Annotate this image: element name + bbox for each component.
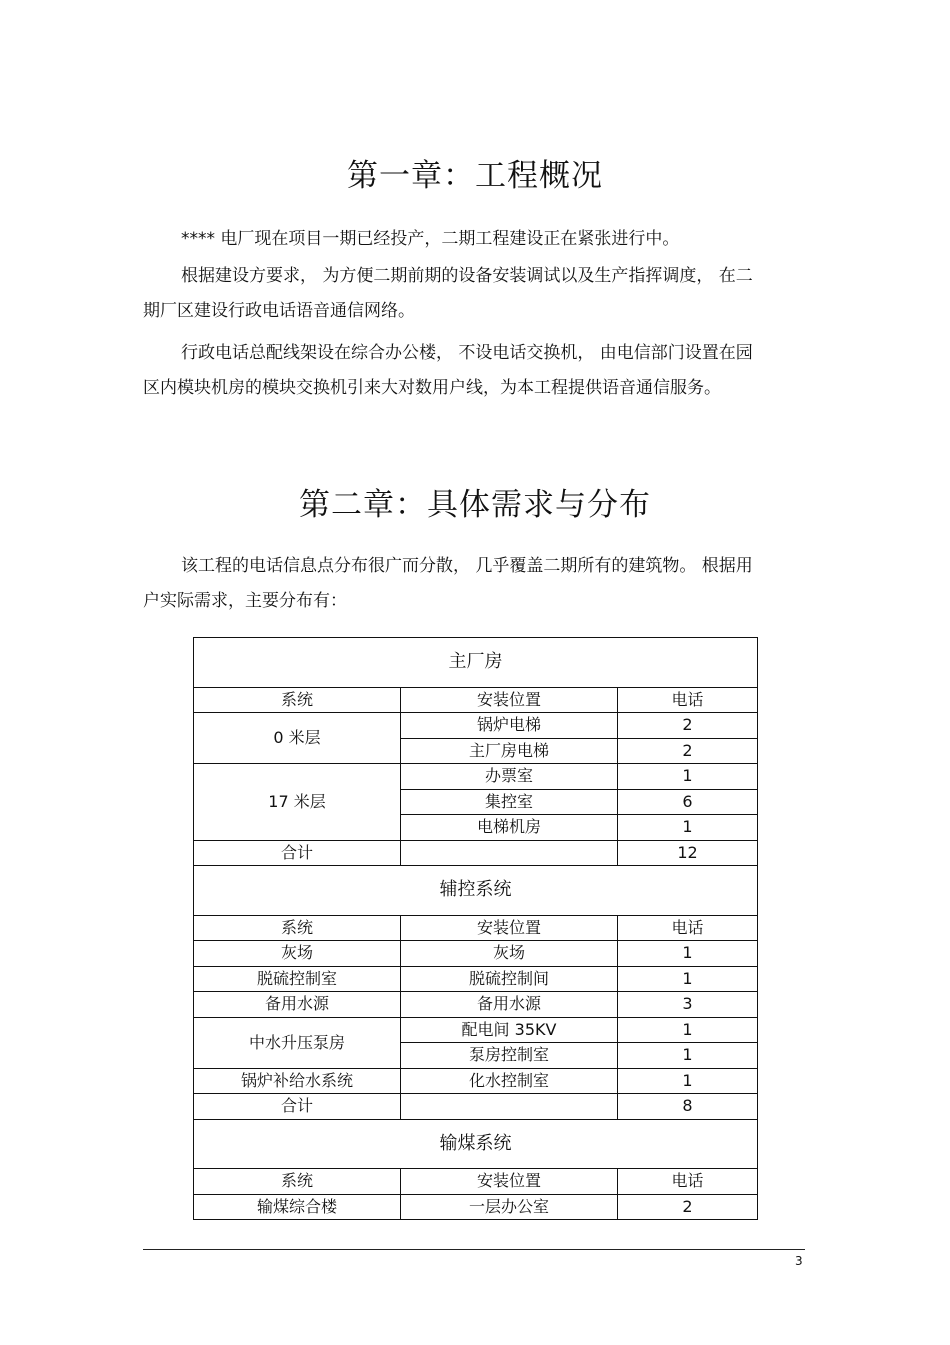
chapter1-paragraph-3 xyxy=(143,336,805,406)
table-row xyxy=(194,1017,758,1043)
table-row xyxy=(194,1068,758,1094)
header-location: 安装位置 xyxy=(401,1169,618,1195)
footer-divider xyxy=(143,1249,805,1250)
phone-cell: 1 xyxy=(618,1068,758,1094)
location-cell: 泵房控制室 xyxy=(401,1043,618,1069)
location-cell: 一层办公室 xyxy=(401,1194,618,1220)
chapter2-p1-line1: 该工程的电话信息点分布很广而分散， 几乎覆盖二期所有的建筑物。 根据用 xyxy=(181,556,753,576)
chapter1-p3-line2: 区内模块机房的模块交换机引来大对数用户线，为本工程提供语音通信服务。 xyxy=(143,378,721,398)
chapter2-paragraph-1 xyxy=(143,549,805,619)
chapter1-paragraph-2 xyxy=(143,259,805,329)
header-phone: 电话 xyxy=(618,687,758,713)
location-cell: 配电间 35KV xyxy=(401,1017,618,1043)
table-row xyxy=(194,1194,758,1220)
phone-cell: 1 xyxy=(618,1017,758,1043)
phone-cell: 1 xyxy=(618,966,758,992)
phone-cell: 6 xyxy=(618,789,758,815)
total-value: 8 xyxy=(618,1094,758,1120)
table-total-row xyxy=(194,840,758,866)
table-header-row xyxy=(194,1169,758,1195)
table-header-row xyxy=(194,915,758,941)
location-cell: 集控室 xyxy=(401,789,618,815)
header-system: 系统 xyxy=(194,915,401,941)
chapter1-title: 第一章：工程概况 xyxy=(347,158,603,194)
table-row xyxy=(194,992,758,1018)
system-cell: 17 米层 xyxy=(194,764,401,841)
location-cell: 办票室 xyxy=(401,764,618,790)
table-header-row xyxy=(194,687,758,713)
section-title-coal: 输煤系统 xyxy=(194,1119,758,1169)
system-cell: 脱硫控制室 xyxy=(194,966,401,992)
phone-cell: 2 xyxy=(618,738,758,764)
chapter1-p2-line2: 期厂区建设行政电话语音通信网络。 xyxy=(143,301,415,321)
chapter2-p1-line2: 户实际需求，主要分布有： xyxy=(143,591,347,611)
total-value: 12 xyxy=(618,840,758,866)
location-cell: 备用水源 xyxy=(401,992,618,1018)
location-cell: 主厂房电梯 xyxy=(401,738,618,764)
table-section-row xyxy=(194,1119,758,1169)
system-cell: 锅炉补给水系统 xyxy=(194,1068,401,1094)
table-section-row xyxy=(194,638,758,688)
header-phone: 电话 xyxy=(618,1169,758,1195)
table-section-row xyxy=(194,866,758,916)
location-cell: 脱硫控制间 xyxy=(401,966,618,992)
empty-cell xyxy=(401,1094,618,1120)
table-row xyxy=(194,966,758,992)
location-cell: 锅炉电梯 xyxy=(401,713,618,739)
empty-cell xyxy=(401,840,618,866)
total-label: 合计 xyxy=(194,1094,401,1120)
header-location: 安装位置 xyxy=(401,915,618,941)
header-system: 系统 xyxy=(194,687,401,713)
system-cell: 备用水源 xyxy=(194,992,401,1018)
phone-cell: 2 xyxy=(618,713,758,739)
table-row xyxy=(194,941,758,967)
chapter1-p1-text: **** 电厂现在项目一期已经投产，二期工程建设正在紧张进行中。 xyxy=(181,229,680,249)
phone-cell: 1 xyxy=(618,941,758,967)
location-cell: 化水控制室 xyxy=(401,1068,618,1094)
phone-cell: 3 xyxy=(618,992,758,1018)
phone-cell: 1 xyxy=(618,764,758,790)
section-title-main-plant: 主厂房 xyxy=(194,638,758,688)
phone-cell: 1 xyxy=(618,815,758,841)
system-cell: 中水升压泵房 xyxy=(194,1017,401,1068)
total-label: 合计 xyxy=(194,840,401,866)
system-cell: 0 米层 xyxy=(194,713,401,764)
phone-distribution-table xyxy=(193,637,758,1220)
chapter2-title: 第二章：具体需求与分布 xyxy=(299,487,651,523)
chapter1-paragraph-1 xyxy=(143,222,805,257)
location-cell: 灰场 xyxy=(401,941,618,967)
section-title-aux: 辅控系统 xyxy=(194,866,758,916)
chapter1-p2-line1: 根据建设方要求， 为方便二期前期的设备安装调试以及生产指挥调度， 在二 xyxy=(181,266,753,286)
table-row xyxy=(194,764,758,790)
header-phone: 电话 xyxy=(618,915,758,941)
table-total-row xyxy=(194,1094,758,1120)
system-cell: 灰场 xyxy=(194,941,401,967)
chapter1-p3-line1: 行政电话总配线架设在综合办公楼， 不设电话交换机， 由电信部门设置在园 xyxy=(181,343,753,363)
table-row xyxy=(194,713,758,739)
system-cell: 输煤综合楼 xyxy=(194,1194,401,1220)
header-system: 系统 xyxy=(194,1169,401,1195)
page-number: 3 xyxy=(795,1254,803,1268)
phone-cell: 2 xyxy=(618,1194,758,1220)
phone-cell: 1 xyxy=(618,1043,758,1069)
header-location: 安装位置 xyxy=(401,687,618,713)
location-cell: 电梯机房 xyxy=(401,815,618,841)
